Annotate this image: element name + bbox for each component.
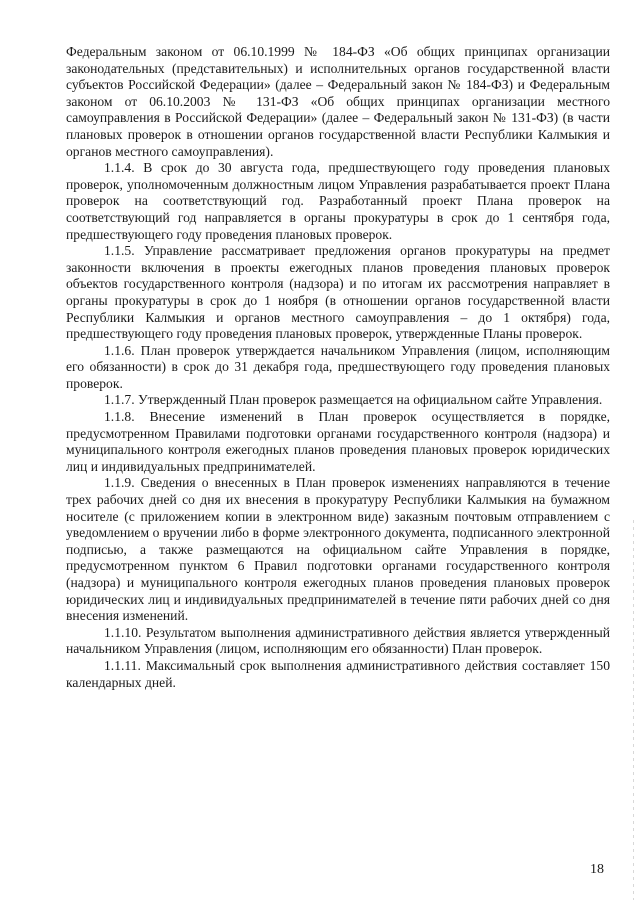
paragraph-1-1-7: 1.1.7. Утвержденный План проверок размещается на официальном сайте Управления. [104,392,603,408]
scan-edge-artifact [633,520,634,900]
page-number: 18 [590,862,604,877]
paragraph-1-1-9: 1.1.9. Сведения о внесенных в План проверок изменениях направляются в течение трех рабочих дней со дня их внесения в прокуратуру Республики Калмыкия на бумажном носителе (с приложением копии в электронном виде) заказным почтовым отправлением с уведомлением о вручении либо в форме электронного документа, подписанного электронной подписью, а также размещаются на официальном сайте Управления в порядке, предусмотренном пунктом 6 Правил подготовки органами государственного контроля (надзора) и муниципального контроля ежегодных планов проведения плановых проверок юридических лиц и индивидуальных предпринимателей в течение пяти рабочих дней со дня внесения изменений. [66,475,610,624]
paragraph-continuation: Федеральным законом от 06.10.1999 № 184-ФЗ «Об общих принципах организации законодательных (представительных) и исполнительных органов государственной власти субъектов Российской Федерации» (далее – Федеральный закон № 184-ФЗ) и Федеральным законом от 06.10.2003 № 131-ФЗ «Об общих принципах организации местного самоуправления в Российской Федерации» (далее – Федеральный закон № 131-ФЗ) (в части плановых проверок в отношении органов государственной власти Республики Калмыкия и органов местного самоуправления). [66,44,610,159]
paragraph-1-1-6: 1.1.6. План проверок утверждается начальником Управления (лицом, исполняющим его обязанности) в срок до 31 декабря года, предшествующего году проведения плановых проверок. [66,342,610,391]
paragraph-1-1-10: 1.1.10. Результатом выполнения административного действия является утвержденный начальником Управления (лицом, исполняющим его обязанности) План проверок. [66,624,610,657]
paragraph-1-1-5: 1.1.5. Управление рассматривает предложения органов прокуратуры на предмет законности включения в проекты ежегодных планов проведения плановых проверок объектов государственного контроля (надзора) и по итогам их рассмотрения направляет в органы прокуратуры в срок до 1 ноября (в отношении органов государственной власти Республики Калмыкия и органов местного самоуправления – до 1 октября) года, предшествующего году проведения плановых проверок, утвержденные Планы проверок. [66,243,610,342]
body-text [66,44,610,691]
paragraph-1-1-8: 1.1.8. Внесение изменений в План проверок осуществляется в порядке, предусмотренном Правилами подготовки органами государственного контроля (надзора) и муниципального контроля ежегодных планов проведения плановых проверок юридических лиц и индивидуальных предпринимателей. [66,409,610,474]
paragraph-1-1-4: 1.1.4. В срок до 30 августа года, предшествующего году проведения плановых проверок, уполномоченным должностным лицом Управления разрабатывается проект Плана проверок на соответствующий год. Разработанный проект Плана проверок на соответствующий год направляется в органы прокуратуры в срок до 1 сентября года, предшествующего году проведения плановых проверок. [66,160,610,242]
paragraph-1-1-11: 1.1.11. Максимальный срок выполнения административного действия составляет 150 календарных дней. [66,657,610,690]
